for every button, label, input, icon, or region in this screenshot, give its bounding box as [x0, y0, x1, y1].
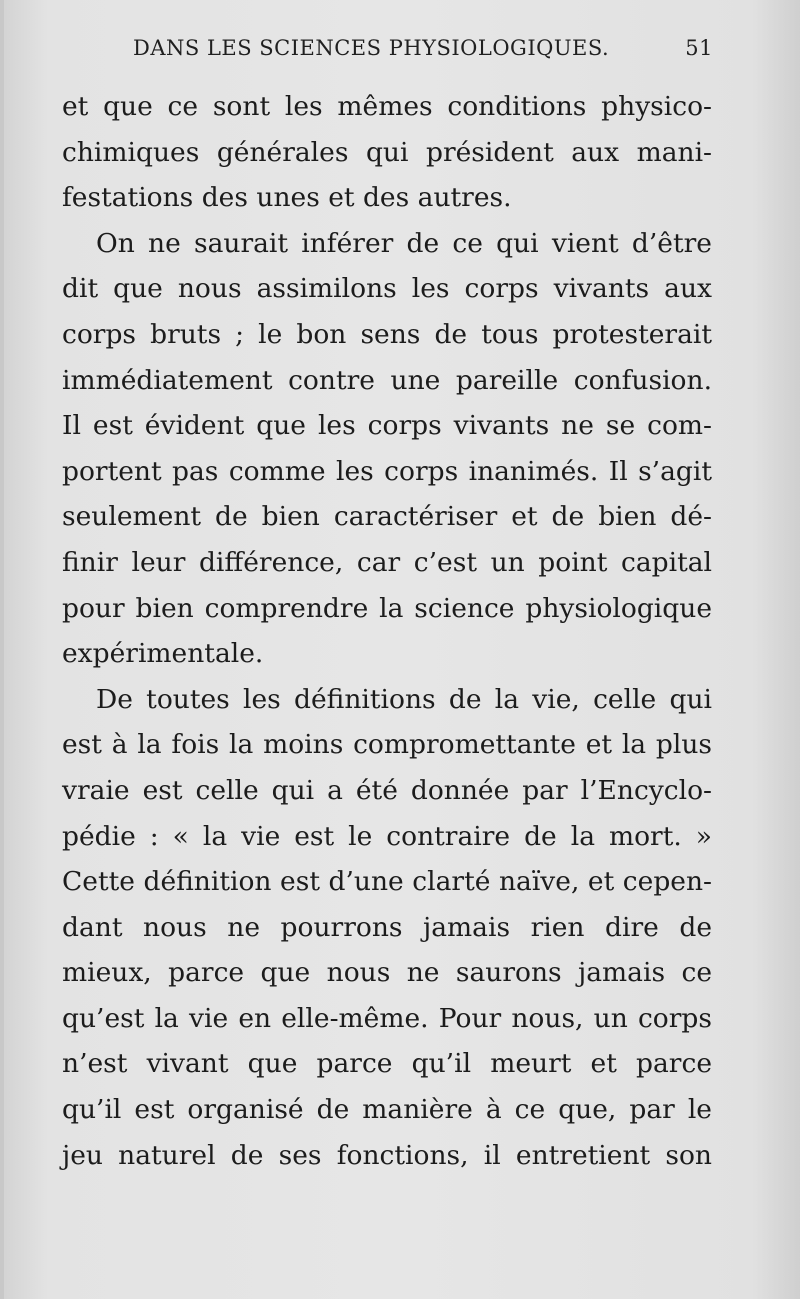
text-line: On ne saurait inférer de ce qui vient d’être	[96, 227, 712, 259]
text-line: De toutes les définitions de la vie, celle qui	[96, 683, 712, 715]
text-line: qu’il est organisé de manière à ce que, par le	[62, 1094, 712, 1126]
text-line: Cette définition est d’une clarté naïve, et cepen-	[62, 866, 712, 898]
body-text	[62, 84, 712, 1178]
text-line: immédiatement contre une pareille confusion.	[62, 364, 712, 396]
text-line: festations des unes et des autres.	[62, 182, 512, 214]
text-line: et que ce sont les mêmes conditions physico-	[62, 91, 712, 122]
text-line: pédie : « la vie est le contraire de la mort. »	[62, 820, 712, 852]
running-title: DANS LES SCIENCES PHYSIOLOGIQUES.	[133, 36, 610, 60]
page-edge-shadow	[0, 0, 4, 1299]
text-line: expérimentale.	[62, 638, 264, 670]
text-line: est à la fois la moins compromettante et la plus	[62, 729, 712, 761]
text-line: corps bruts ; le bon sens de tous protesterait	[62, 318, 712, 350]
text-line: pour bien comprendre la science physiologique	[62, 592, 712, 624]
text-line: seulement de bien caractériser et de bien dé-	[62, 501, 712, 533]
text-line: vraie est celle qui a été donnée par l’Encyclo-	[62, 774, 712, 806]
text-line: chimiques générales qui président aux mani-	[62, 136, 712, 168]
text-line: Il est évident que les corps vivants ne se com-	[62, 410, 712, 442]
running-header	[133, 36, 713, 70]
text-line: qu’est la vie en elle-même. Pour nous, un corps	[62, 1002, 712, 1034]
text-line: n’est vivant que parce qu’il meurt et parce	[62, 1048, 712, 1080]
text-line: mieux, parce que nous ne saurons jamais ce	[62, 957, 712, 989]
text-line: finir leur différence, car c’est un point capital	[62, 546, 712, 578]
text-line: jeu naturel de ses fonctions, il entretient son	[62, 1139, 712, 1171]
page-number: 51	[685, 36, 713, 60]
text-line: dant nous ne pourrons jamais rien dire de	[62, 911, 712, 943]
text-line: dit que nous assimilons les corps vivants aux	[62, 273, 712, 305]
text-line: portent pas comme les corps inanimés. Il s’agit	[62, 455, 712, 487]
